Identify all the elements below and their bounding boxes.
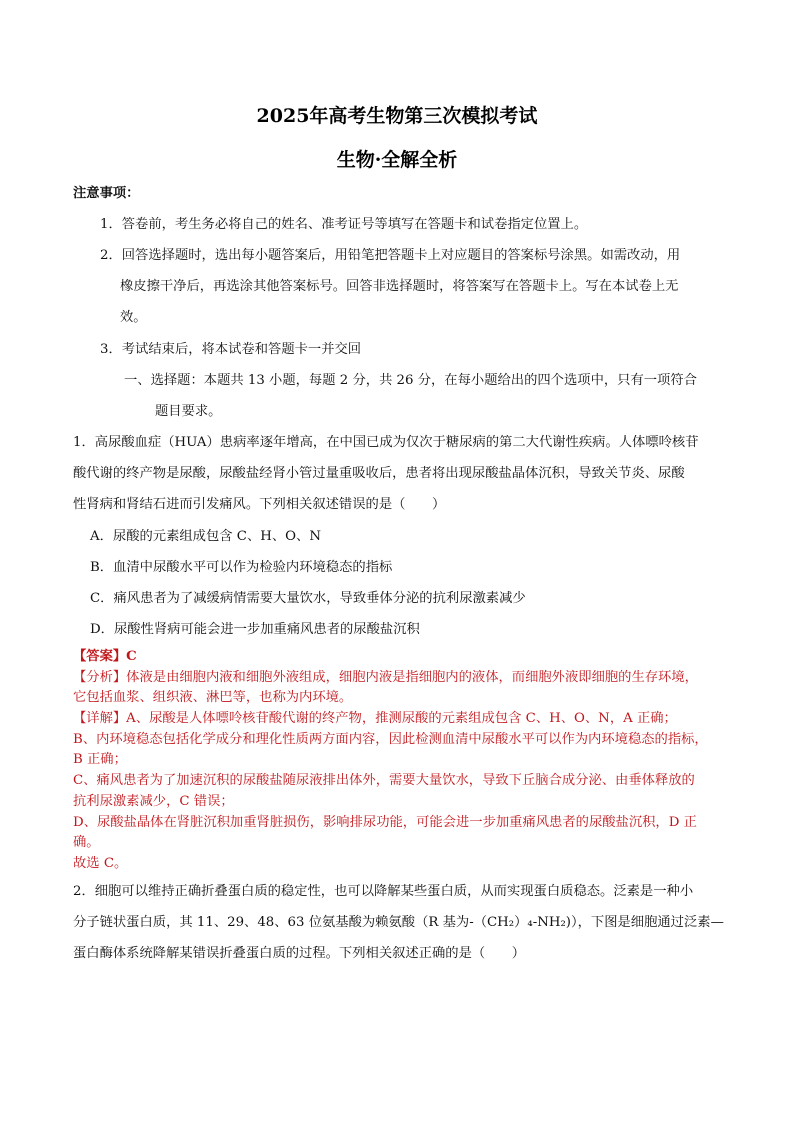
detail-text: B、内环境稳态包括化学成分和理化性质两方面内容，因此检测血清中尿酸水平可以作为内环境稳态的指标， bbox=[73, 732, 708, 747]
question-1-stem: 性肾病和肾结石进而引发痛风。下列相关叙述错误的是（ ） bbox=[73, 497, 446, 512]
section-heading: 一、选择题：本题共 13 小题，每题 2 分，共 26 分，在每小题给出的四个选项中，只有一项符合 bbox=[124, 373, 697, 388]
question-1-stem: 1．高尿酸血症（HUA）患病率逐年增高，在中国已成为仅次于糖尿病的第二大代谢性疾病。人体嘌呤核苷 bbox=[73, 435, 699, 450]
detail-text: 抗利尿激素减少，C 错误； bbox=[73, 794, 234, 809]
notice-item: 2．回答选择题时，选出每小题答案后，用铅笔把答题卡上对应题目的答案标号涂黑。如需改动，用 bbox=[100, 248, 681, 263]
exam-title: 2025年高考生物第三次模拟考试 bbox=[256, 105, 538, 127]
answer-label: 【答案】C bbox=[73, 649, 137, 664]
detail-text: B 正确； bbox=[73, 752, 127, 767]
notice-item: 橡皮擦干净后，再选涂其他答案标号。回答非选择题时，将答案写在答题卡上。写在本试卷上无 bbox=[120, 279, 679, 294]
notice-item: 3．考试结束后，将本试卷和答题卡一并交回 bbox=[100, 342, 362, 357]
exam-subtitle: 生物·全解全析 bbox=[336, 149, 458, 171]
question-2-stem: 2．细胞可以维持正确折叠蛋白质的稳定性，也可以降解某些蛋白质，从而实现蛋白质稳态。泛素是一种小 bbox=[73, 884, 694, 899]
detail-text: 【详解】A、尿酸是人体嘌呤核苷酸代谢的终产物，推测尿酸的元素组成包含 C、H、O、N，A 正确； bbox=[73, 711, 677, 726]
option-c: C．痛风患者为了减缓病情需要大量饮水，导致垂体分泌的抗利尿激素减少 bbox=[90, 591, 526, 606]
option-a: A．尿酸的元素组成包含 C、H、O、N bbox=[90, 529, 321, 544]
detail-text: C、痛风患者为了加速沉积的尿酸盐随尿液排出体外，需要大量饮水，导致下丘脑合成分泌、由垂体释放的 bbox=[73, 773, 695, 788]
detail-text: D、尿酸盐晶体在肾脏沉积加重肾脏损伤，影响排尿功能，可能会进一步加重痛风患者的尿酸盐沉积，D 正 bbox=[73, 815, 697, 830]
option-d: D．尿酸性肾病可能会进一步加重痛风患者的尿酸盐沉积 bbox=[90, 622, 420, 637]
notice-item: 1．答卷前，考生务必将自己的姓名、准考证号等填写在答题卡和试卷指定位置上。 bbox=[100, 217, 588, 232]
question-2-stem: 分子链状蛋白质，其 11、29、48、63 位氨基酸为赖氨酸（R 基为-（CH₂）₄-NH₂)），下图是细胞通过泛素— bbox=[73, 915, 724, 930]
section-heading-cont: 题目要求。 bbox=[155, 404, 222, 419]
detail-text: 确。 bbox=[73, 835, 100, 850]
detail-text: 故选 C。 bbox=[73, 856, 128, 871]
question-2-stem: 蛋白酶体系统降解某错误折叠蛋白质的过程。下列相关叙述正确的是（ ） bbox=[73, 946, 526, 961]
notice-item: 效。 bbox=[120, 310, 147, 325]
notice-heading: 注意事项： bbox=[73, 186, 140, 201]
option-b: B．血清中尿酸水平可以作为检验内环境稳态的指标 bbox=[90, 560, 393, 575]
question-1-stem: 酸代谢的终产物是尿酸，尿酸盐经肾小管过量重吸收后，患者将出现尿酸盐晶体沉积，导致关节炎、尿酸 bbox=[73, 466, 685, 481]
analysis-text: 它包括血浆、组织液、淋巴等，也称为内环境。 bbox=[73, 690, 353, 705]
analysis-text: 【分析】体液是由细胞内液和细胞外液组成，细胞内液是指细胞内的液体，而细胞外液即细胞的生存环境， bbox=[73, 670, 698, 685]
